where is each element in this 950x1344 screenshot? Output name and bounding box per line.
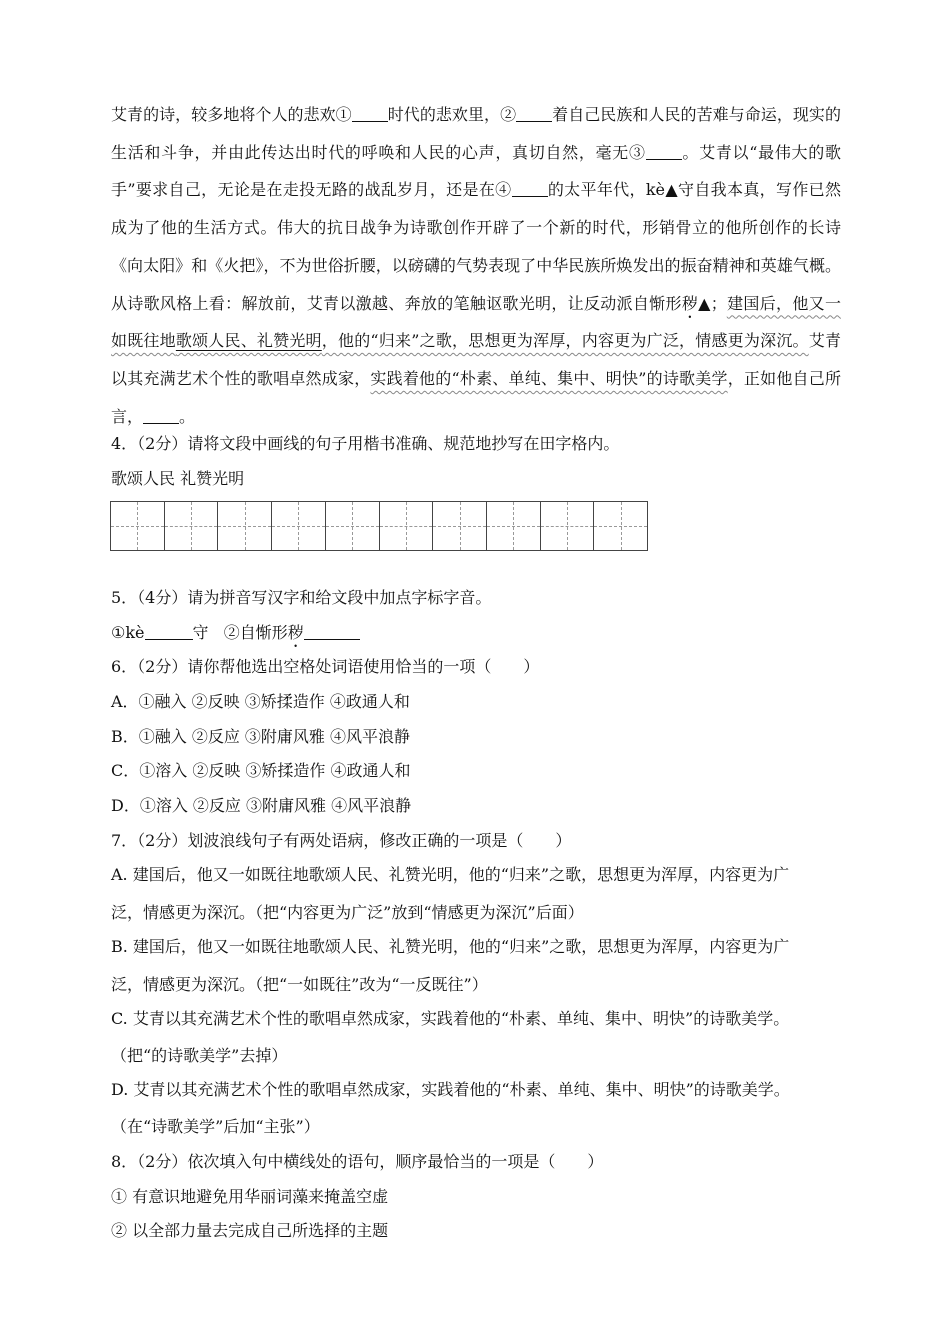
q8-stem: 8．（2分）依次填入句中横线处的语句，顺序最恰当的一项是（ ） <box>111 1152 604 1171</box>
wavy-text: 建国后，他又一如既往地 <box>111 293 841 351</box>
grid-cell[interactable] <box>272 502 326 550</box>
wavy-text: ，他的“归来”之歌，思想更为浑厚，内容更为广泛，情感更为深沉。 <box>321 331 809 351</box>
q6-option-a[interactable]: A．①融入 ②反映 ③矫揉造作 ④政通人和 <box>111 692 410 711</box>
grid-cell[interactable] <box>487 502 541 550</box>
q7-option-b[interactable]: B. 建国后，他又一如既往地歌颂人民、礼赞光明，他的“归来”之歌，思想更为浑厚，内容更为广 <box>111 937 790 956</box>
passage-text: 的太平年代，kè▲守自我本真，写作已然成为了他的生活方式。伟大的抗日战争为诗歌创作开辟了一个新的时代，形销骨立的他所创作的长诗《向太阳》和《火把》，不为世俗折腰，以磅礴的气势表现了中华民族所焕发出的振奋精神和英雄气概。从诗歌风格上看：解放前，艾青以激越、奔放的笔触讴歌光明，让反动派自惭形 <box>111 180 841 313</box>
q6-option-c[interactable]: C．①溶入 ②反映 ③矫揉造作 ④政通人和 <box>111 761 411 780</box>
q6-option-b[interactable]: B．①融入 ②反应 ③附庸风雅 ④风平浪静 <box>111 727 411 746</box>
dotted-character: 秽 <box>681 293 699 313</box>
passage-paragraph <box>111 96 841 435</box>
q7-option-d[interactable]: D. 艾青以其充满艺术个性的歌唱卓然成家，实践着他的“朴素、单纯、集中、明快”的诗歌美学。 <box>111 1080 790 1099</box>
grid-cell[interactable] <box>380 502 434 550</box>
q7-option-a-cont[interactable]: 泛，情感更为深沉。（把“内容更为广泛”放到“情感更为深沉”后面） <box>111 903 584 922</box>
grid-cell[interactable] <box>165 502 219 550</box>
grid-cell[interactable] <box>326 502 380 550</box>
grid-cell[interactable] <box>541 502 595 550</box>
passage <box>111 96 841 435</box>
q5-stem: 5．（4分）请为拼音写汉字和给文段中加点字标字音。 <box>111 588 492 607</box>
q4-copy-text: 歌颂人民 礼赞光明 <box>111 469 245 488</box>
q8-item-1: ① 有意识地避免用华丽词藻来掩盖空虚 <box>111 1187 389 1206</box>
q6-option-d[interactable]: D．①溶入 ②反应 ③附庸风雅 ④风平浪静 <box>111 796 412 815</box>
q7-option-b-cont[interactable]: 泛，情感更为深沉。（把“一如既往”改为“一反既往”） <box>111 975 488 994</box>
q5-answers <box>111 622 360 651</box>
dotted-character: 秽 <box>287 623 304 642</box>
q7-option-c-cont[interactable]: （把“的诗歌美学”去掉） <box>111 1046 288 1065</box>
grid-cell[interactable] <box>111 502 165 550</box>
q5-item-1: ①kè <box>111 623 145 642</box>
passage-text: 。艾青以“最伟大的歌手”要求自己，无论是在走投无路的战乱岁月，还是在④ <box>111 142 841 200</box>
q8-item-2: ② 以全部力量去完成自己所选择的主题 <box>111 1221 389 1240</box>
grid-cell[interactable] <box>594 502 647 550</box>
q7-option-a[interactable]: A. 建国后，他又一如既往地歌颂人民、礼赞光明，他的“归来”之歌，思想更为浑厚，内容更为广 <box>111 865 790 884</box>
passage-text: 时代的悲欢里，② <box>387 105 517 124</box>
wavy-sentence-2: 实践着他的“朴素、单纯、集中、明快”的诗歌美学 <box>370 368 728 388</box>
blank-2 <box>516 105 552 122</box>
passage-text: 艾青的诗，较多地将个人的悲欢① <box>111 105 352 124</box>
blank-5 <box>143 407 179 424</box>
q7-stem: 7．（2分）划波浪线句子有两处语病，修改正确的一项是（ ） <box>111 831 572 850</box>
q7-option-d-cont[interactable]: （在“诗歌美学”后加“主张”） <box>111 1117 320 1136</box>
passage-text: 。 <box>179 406 196 426</box>
blank-4 <box>512 180 548 197</box>
answer-blank[interactable] <box>304 623 360 640</box>
q4-stem: 4．（2分）请将文段中画线的句子用楷书准确、规范地抄写在田字格内。 <box>111 434 620 453</box>
answer-blank[interactable] <box>145 623 193 640</box>
grid-cell[interactable] <box>218 502 272 550</box>
blank-1 <box>352 105 388 122</box>
underlined-phrase: 歌颂人民、礼赞光明 <box>175 331 322 351</box>
passage-text: ▲； <box>698 293 727 313</box>
tianzige-grid[interactable] <box>110 501 648 551</box>
passage-text: 艾青以其充满艺术个性的歌唱卓然成家， <box>111 331 841 388</box>
blank-3 <box>646 143 682 160</box>
grid-cell[interactable] <box>433 502 487 550</box>
passage-text: ，正如他自己所言， <box>111 368 841 426</box>
q7-option-c[interactable]: C. 艾青以其充满艺术个性的歌唱卓然成家，实践着他的“朴素、单纯、集中、明快”的诗歌美学。 <box>111 1009 790 1028</box>
passage-text: 着自己民族和人民的苦难与命运，现实的生活和斗争，并由此传达出时代的呼唤和人民的心声，真切自然，毫无③ <box>111 105 841 162</box>
q6-stem: 6．（2分）请你帮他选出空格处词语使用恰当的一项（ ） <box>111 657 540 676</box>
q5-item-2: 守 ②自惭形 <box>192 623 288 642</box>
